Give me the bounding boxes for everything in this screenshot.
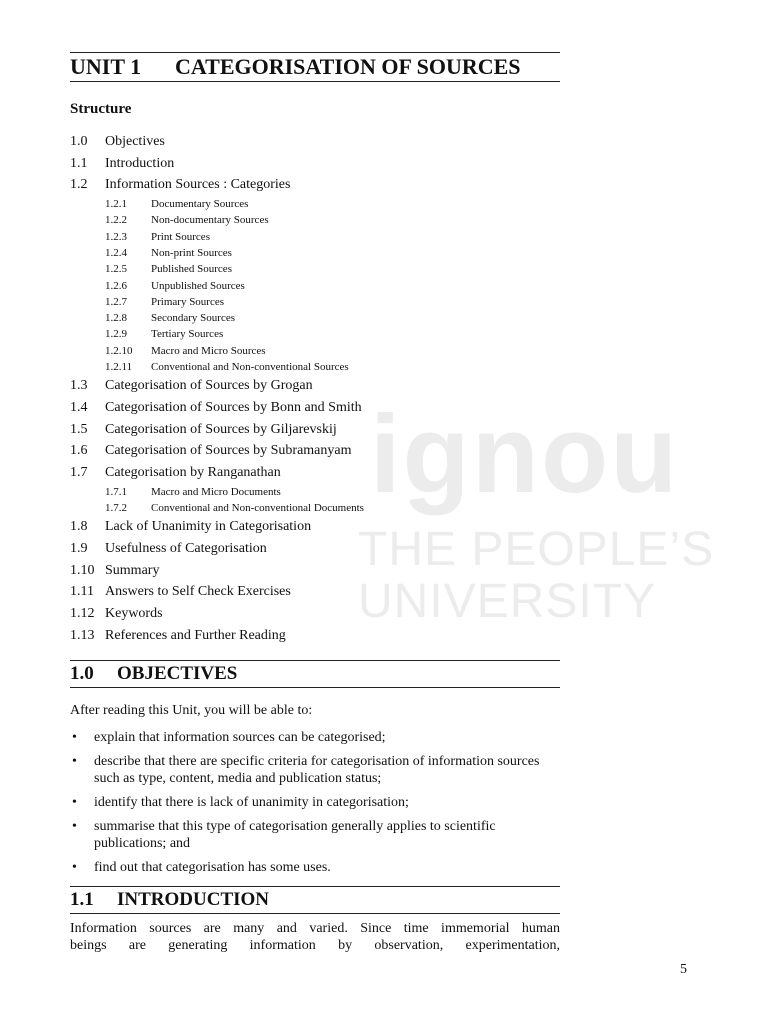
toc-subentry: [70, 261, 560, 277]
toc-entry-number: 1.11: [70, 584, 94, 600]
toc-subentry-title: Conventional and Non-conventional Sources: [151, 361, 349, 374]
table-of-contents: [70, 131, 560, 646]
objective-item: [70, 794, 560, 811]
toc-entry-title: Usefulness of Categorisation: [105, 541, 267, 557]
unit-heading: [70, 52, 560, 82]
toc-subentry: [70, 484, 560, 500]
objectives-title: OBJECTIVES: [117, 663, 238, 684]
page-number: 5: [680, 962, 687, 977]
toc-entry: [70, 131, 560, 153]
toc-subentry: [70, 359, 560, 375]
objective-text: explain that information sources can be categorised;: [94, 730, 386, 745]
toc-subentry-title: Tertiary Sources: [151, 328, 224, 341]
toc-subentry: [70, 310, 560, 326]
toc-subentry: [70, 500, 560, 516]
toc-subentry-title: Documentary Sources: [151, 198, 249, 211]
toc-subentry-title: Print Sources: [151, 230, 210, 243]
objective-text: identify that there is lack of unanimity in categorisation;: [94, 795, 409, 810]
toc-entry: [70, 516, 560, 538]
toc-entry-number: 1.9: [70, 541, 88, 557]
objective-item: [70, 729, 560, 746]
toc-subentry-number: 1.2.7: [105, 295, 127, 308]
toc-subentry-title: Secondary Sources: [151, 312, 236, 325]
toc-entry-number: 1.0: [70, 134, 88, 149]
unit-title: CATEGORISATION OF SOURCES: [175, 54, 521, 79]
toc-subentry: [70, 245, 560, 261]
toc-entry-title: Introduction: [105, 155, 175, 171]
toc-entry-number: 1.3: [70, 378, 88, 394]
toc-entry-number: 1.5: [70, 421, 88, 437]
toc-subentry-title: Primary Sources: [151, 295, 225, 308]
objective-item: [70, 753, 560, 787]
toc-entry-number: 1.10: [70, 562, 95, 578]
toc-entry: [70, 419, 560, 441]
watermark-logo: ignou: [370, 393, 680, 516]
toc-entry-title: Summary: [105, 562, 160, 578]
toc-subentry-number: 1.2.8: [105, 312, 127, 325]
toc-subentry-number: 1.2.5: [105, 263, 127, 276]
objective-text: find out that categorisation has some uses.: [94, 860, 331, 875]
toc-subentry-number: 1.2.2: [105, 214, 127, 227]
toc-subentry-title: Macro and Micro Documents: [151, 485, 281, 498]
toc-entry-number: 1.12: [70, 606, 95, 622]
objectives-number: 1.0: [70, 663, 94, 684]
objective-item: [70, 859, 560, 876]
toc-subentry-number: 1.2.10: [105, 344, 133, 357]
toc-entry-number: 1.6: [70, 443, 88, 459]
toc-subentry: [70, 196, 560, 212]
bullet-icon: •: [72, 795, 77, 810]
toc-subentry: [70, 326, 560, 342]
toc-entry-title: Categorisation by Ranganathan: [105, 465, 281, 481]
toc-entry-title: Categorisation of Sources by Grogan: [105, 378, 313, 394]
toc-subentry-title: Macro and Micro Sources: [151, 344, 266, 357]
objective-item: [70, 818, 560, 852]
toc-entry: [70, 174, 560, 196]
toc-subentry-number: 1.7.2: [105, 502, 127, 515]
toc-entry-number: 1.13: [70, 627, 95, 643]
toc-subentry-title: Unpublished Sources: [151, 279, 245, 292]
introduction-title: INTRODUCTION: [117, 889, 270, 910]
toc-subentry-number: 1.7.1: [105, 485, 127, 498]
toc-subentry-number: 1.2.9: [105, 328, 127, 341]
objectives-list: [70, 729, 560, 876]
bullet-icon: •: [72, 754, 77, 769]
introduction-heading: [70, 886, 560, 914]
toc-entry: [70, 440, 560, 462]
toc-subentry-title: Published Sources: [151, 263, 232, 276]
toc-subentry-number: 1.2.4: [105, 246, 127, 259]
toc-entry-title: Objectives: [105, 134, 165, 149]
toc-entry: [70, 375, 560, 397]
toc-entry: [70, 397, 560, 419]
toc-subentry: [70, 278, 560, 294]
toc-entry-title: Categorisation of Sources by Giljarevskij: [105, 421, 337, 437]
toc-entry: [70, 581, 560, 603]
toc-entry-title: Categorisation of Sources by Subramanyam: [105, 443, 352, 459]
bullet-icon: •: [72, 819, 77, 834]
toc-entry: [70, 625, 560, 647]
toc-entry-number: 1.8: [70, 519, 88, 535]
toc-entry: [70, 462, 560, 484]
structure-label: Structure: [70, 101, 132, 117]
watermark-line1: THE PEOPLE’S: [358, 523, 715, 576]
bullet-icon: •: [72, 730, 77, 745]
toc-subentry: [70, 294, 560, 310]
toc-entry-number: 1.7: [70, 465, 88, 481]
toc-entry: [70, 153, 560, 175]
toc-subentry-title: Conventional and Non-conventional Documents: [151, 502, 364, 515]
toc-subentry: [70, 343, 560, 359]
objectives-lead: After reading this Unit, you will be able to:: [70, 703, 313, 718]
toc-entry-number: 1.1: [70, 155, 88, 171]
toc-subentry: [70, 212, 560, 228]
objectives-heading: [70, 660, 560, 688]
unit-number: UNIT 1: [70, 54, 142, 79]
toc-entry-title: References and Further Reading: [105, 627, 286, 643]
toc-entry-title: Keywords: [105, 606, 163, 622]
toc-entry: [70, 538, 560, 560]
toc-entry-number: 1.2: [70, 177, 88, 193]
introduction-number: 1.1: [70, 889, 94, 910]
toc-subentry-number: 1.2.1: [105, 198, 127, 211]
introduction-line-2: beings are generating information by observation, experimentation,: [70, 938, 560, 953]
toc-entry: [70, 560, 560, 582]
toc-subentry-title: Non-documentary Sources: [151, 214, 269, 227]
toc-entry: [70, 603, 560, 625]
toc-subentry-title: Non-print Sources: [151, 246, 232, 259]
toc-entry-title: Answers to Self Check Exercises: [105, 584, 291, 600]
toc-subentry-number: 1.2.3: [105, 230, 127, 243]
introduction-line-1: Information sources are many and varied. Since time immemorial human: [70, 921, 560, 936]
objective-text: summarise that this type of categorisation generally applies to scientific publications; and: [94, 819, 496, 851]
objective-text: describe that there are specific criteria for categorisation of information sources such as type, content, media and publication status;: [94, 754, 540, 786]
toc-entry-title: Information Sources : Categories: [105, 177, 291, 193]
toc-entry-title: Lack of Unanimity in Categorisation: [105, 519, 312, 535]
toc-subentry-number: 1.2.6: [105, 279, 127, 292]
toc-entry-number: 1.4: [70, 400, 88, 416]
toc-subentry-number: 1.2.11: [105, 361, 133, 374]
toc-subentry: [70, 229, 560, 245]
watermark-line2: UNIVERSITY: [358, 575, 657, 628]
toc-entry-title: Categorisation of Sources by Bonn and Smith: [105, 400, 362, 416]
bullet-icon: •: [72, 860, 77, 875]
